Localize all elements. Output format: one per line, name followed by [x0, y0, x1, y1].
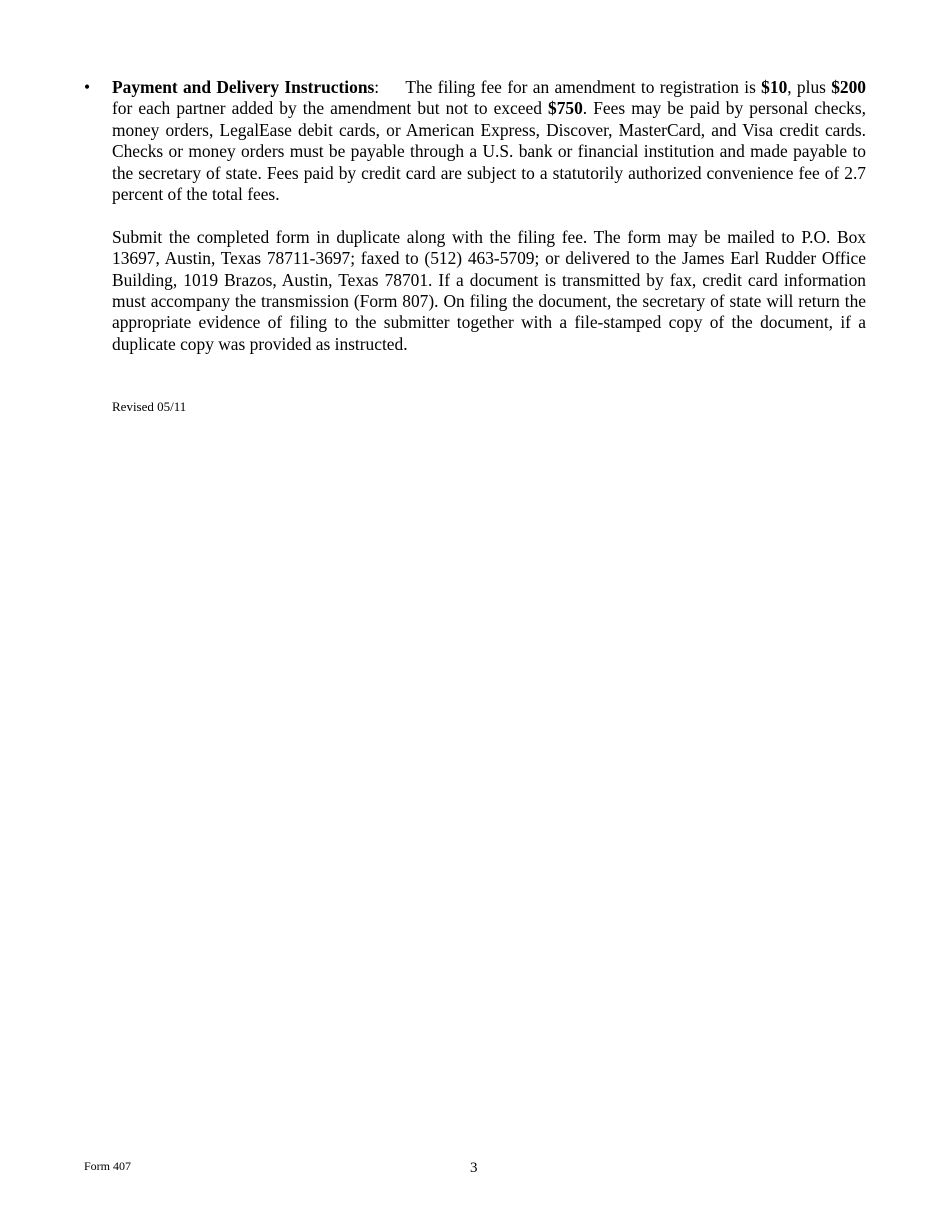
maximum-fee: $750 — [548, 98, 583, 119]
payment-text-part-4: . Fees may be paid by personal checks, money orders, LegalEase debit cards, or American Express, Discover, MasterCard, and Visa credit cards. Checks or money orders must be payable through a U.S. bank or financial institution and made payable to the secretary of state. Fees paid by credit card are subject to a statutorily authorized convenience fee of 2.7 percent of the total fees. — [112, 98, 866, 205]
payment-text-part-2: , plus — [787, 77, 832, 97]
payment-delivery-instructions — [112, 77, 866, 355]
page-number: 3 — [470, 1160, 478, 1176]
section-heading: Payment and Delivery Instructions — [112, 77, 375, 97]
form-number: Form 407 — [84, 1159, 132, 1173]
partner-fee: $200 — [831, 77, 866, 97]
payment-paragraph — [112, 77, 866, 205]
payment-text-part-3: for each partner added by the amendment but not to exceed — [112, 98, 548, 119]
revision-date: Revised 05/11 — [112, 399, 187, 414]
delivery-paragraph: Submit the completed form in duplicate along with the filing fee. The form may be mailed to P.O. Box 13697, Austin, Texas 78711-3697; faxed to (512) 463-5709; or delivered to the James Earl Rudder Office Building, 1019 Brazos, Austin, Texas 78701. If a document is transmitted by fax, credit card information must accompany the transmission (Form 807). On filing the document, the secretary of state will return the appropriate evidence of filing to the submitter together with a file-stamped copy of the document, if a duplicate copy was provided as instructed. — [112, 226, 866, 354]
bullet-point: • — [84, 77, 91, 97]
heading-colon: : — [374, 77, 380, 97]
heading-gap — [379, 77, 405, 97]
payment-text-part-1: The filing fee for an amendment to registration is — [405, 77, 762, 97]
base-fee: $10 — [761, 77, 788, 97]
